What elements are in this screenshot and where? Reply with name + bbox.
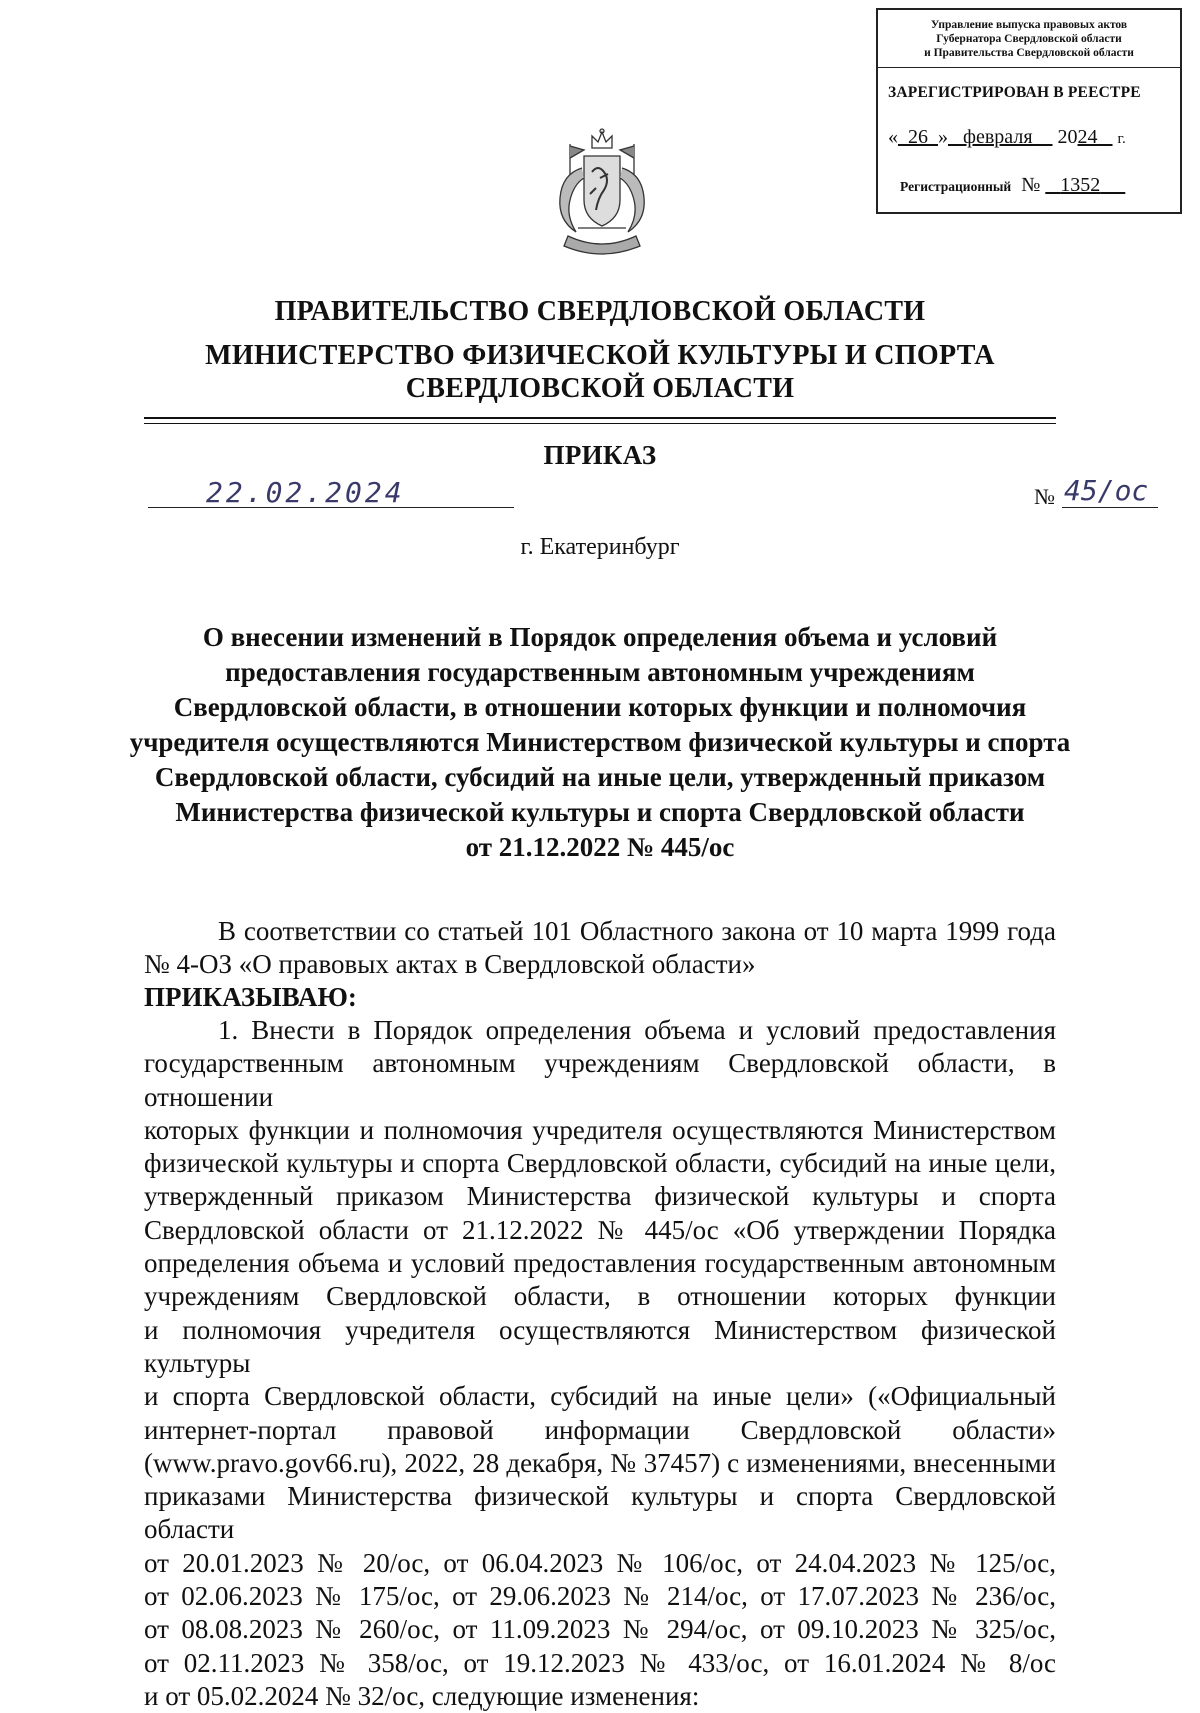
item-1-line: которых функции и полномочия учредителя осуществляются Министерством (144, 1114, 1056, 1145)
stamp-header-line: и Правительства Свердловской области (924, 47, 1134, 59)
government-title: ПРАВИТЕЛЬСТВО СВЕРДЛОВСКОЙ ОБЛАСТИ (274, 296, 926, 327)
stamp-year-unit: г. (1117, 131, 1126, 147)
stamp-number-sign: № (1021, 174, 1041, 196)
stamp-day: 26 (908, 126, 928, 148)
stamp-header-line: Губернатора Свердловской области (936, 33, 1122, 45)
document-title (120, 620, 1080, 865)
item-1-line: от 20.01.2023 № 20/ос, от 06.04.2023 № 106/ос, от 24.04.2023 № 125/ос, (144, 1547, 1056, 1578)
stamp-year-prefix: 20 (1057, 126, 1078, 148)
preamble-line: В соответствии со статьей 101 Областного закона от 10 марта 1999 года (218, 916, 1056, 946)
stamp-reg-number-row (900, 174, 1125, 197)
item-1-line: от 02.06.2023 № 175/ос, от 29.06.2023 № 214/ос, от 17.07.2023 № 236/ос, (144, 1581, 1056, 1612)
order-type-heading: ПРИКАЗ (543, 440, 657, 470)
order-directive: ПРИКАЗЫВАЮ: (144, 982, 357, 1012)
item-1-line: (www.pravo.gov66.ru), 2022, 28 декабря, № 37457) с изменениями, внесенными (144, 1447, 1056, 1478)
title-line: Министерства физической культуры и спорта Свердловской области (175, 797, 1025, 827)
title-line: Свердловской области, субсидий на иные цели, утвержденный приказом (154, 762, 1046, 792)
item-1-line: от 02.11.2023 № 358/ос, от 19.12.2023 № 433/ос, от 16.01.2024 № 8/ос (144, 1647, 1056, 1678)
title-line: предоставления государственным автономным учреждениям (225, 657, 975, 687)
ministry-title-line2: СВЕРДЛОВСКОЙ ОБЛАСТИ (405, 373, 795, 404)
registry-stamp (876, 8, 1182, 214)
title-line: Свердловской области, в отношении которых функции и полномочия (173, 692, 1027, 722)
item-1-paragraph (144, 1014, 1056, 1713)
title-line: учредителя осуществляются Министерством физической культуры и спорта (129, 727, 1071, 757)
item-1-line: интернет-портал правовой информации Свердловской области» (144, 1414, 1056, 1445)
preamble (144, 915, 1056, 982)
stamp-header-line: Управление выпуска правовых актов (930, 19, 1128, 31)
ministry-title-line1: МИНИСТЕРСТВО ФИЗИЧЕСКОЙ КУЛЬТУРЫ И СПОРТА (205, 340, 995, 371)
order-number-handwritten: 45/ос (1064, 474, 1149, 507)
item-1-line: и от 05.02.2024 № 32/ос, следующие изменения: (144, 1680, 700, 1711)
title-line: О внесении изменений в Порядок определения объема и условий (202, 622, 998, 652)
item-1-line: Свердловской области от 21.12.2022 № 445/ос «Об утверждении Порядка (144, 1214, 1056, 1245)
item-1-line: утвержденный приказом Министерства физической культуры и спорта (144, 1181, 1056, 1212)
stamp-date: « 26 » февраля 2024 г. (888, 126, 1126, 148)
stamp-year-suffix: 24 (1077, 126, 1098, 148)
order-date-handwritten: 22.02.2024 (206, 476, 405, 509)
item-1-line: 1. Внести в Порядок определения объема и условий предоставления (218, 1015, 1056, 1045)
coat-of-arms-emblem (548, 128, 656, 264)
item-1-line: и полномочия учредителя осуществляются Министерством физической культуры (144, 1314, 1056, 1378)
stamp-reg-label: Регистрационный (900, 179, 1012, 194)
item-1-line: государственным автономным учреждениям Свердловской области, в отношении (144, 1048, 1056, 1112)
item-1-line: и спорта Свердловской области, субсидий на иные цели» («Официальный (144, 1381, 1056, 1412)
preamble-line: № 4-ОЗ «О правовых актах в Свердловской области» (144, 949, 756, 980)
number-underline (1062, 507, 1158, 508)
title-line: от 21.12.2022 № 445/ос (465, 832, 735, 862)
city: г. Екатеринбург (520, 534, 680, 560)
item-1-line: физической культуры и спорта Свердловской области, субсидий на иные цели, (144, 1148, 1056, 1179)
header-divider-thin (144, 423, 1056, 424)
item-1-line: определения объема и условий предоставления государственным автономным (144, 1248, 1056, 1279)
header-divider-thick (144, 417, 1056, 419)
stamp-registered-label: ЗАРЕГИСТРИРОВАН В РЕЕСТРЕ (888, 84, 1141, 101)
stamp-header (878, 10, 1180, 68)
item-1-line: от 08.08.2023 № 260/ос, от 11.09.2023 № 294/ос, от 09.10.2023 № 325/ос, (144, 1614, 1056, 1645)
order-number-sign: № (1034, 484, 1055, 509)
item-1-line: учреждениям Свердловской области, в отношении которых функции (144, 1281, 1056, 1312)
stamp-month: февраля (963, 126, 1033, 148)
stamp-reg-number: 1352 (1060, 174, 1101, 196)
item-1-line: приказами Министерства физической культуры и спорта Свердловской области (144, 1481, 1056, 1545)
